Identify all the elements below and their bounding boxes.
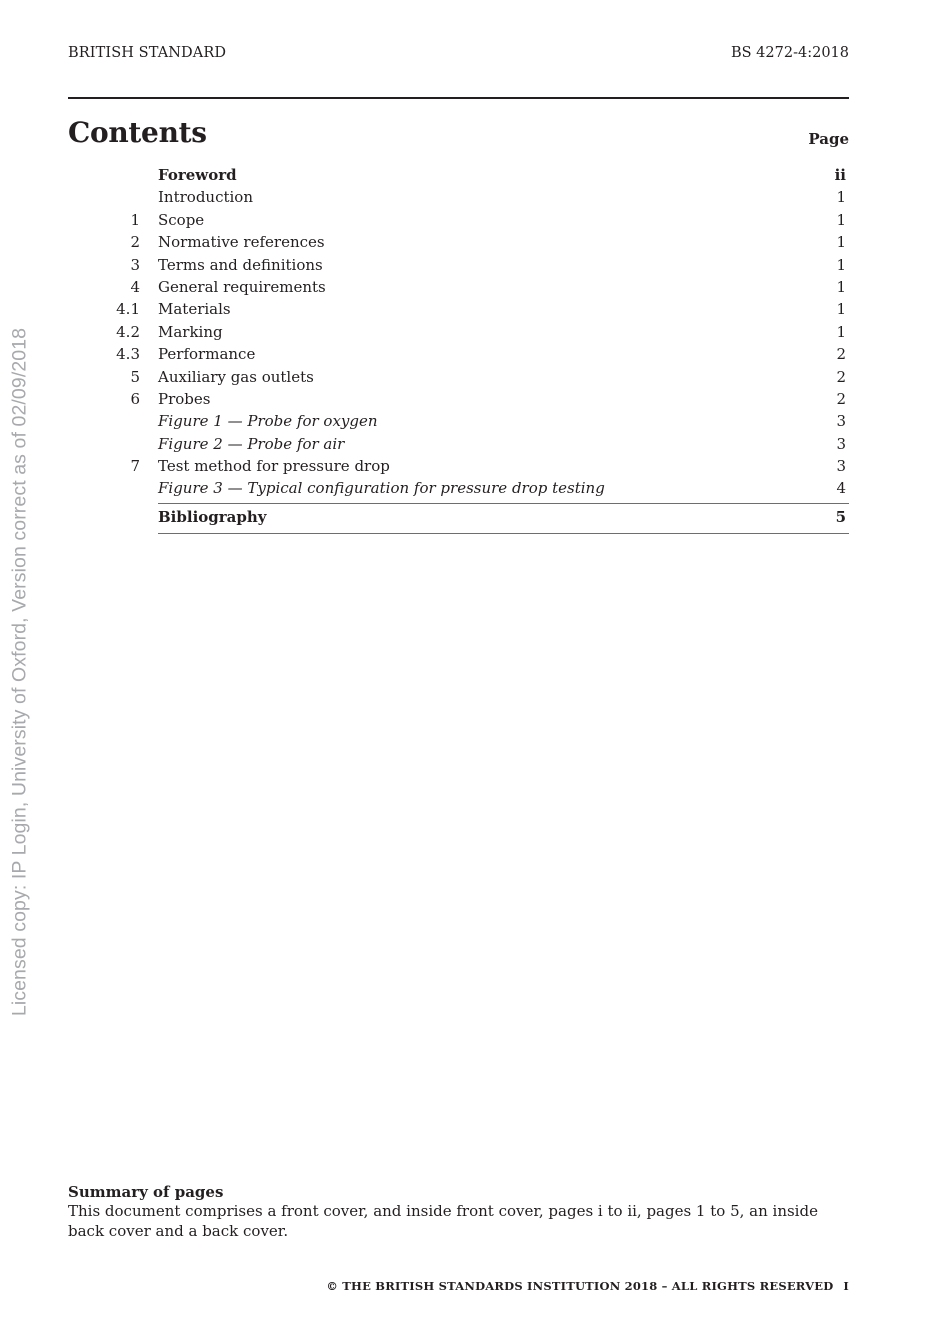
- header-standard-number: BS 4272-4:2018: [730, 45, 849, 61]
- toc-entry[interactable]: [0, 298, 950, 320]
- toc-entry-title: Figure 3 — Typical configuration for pressure drop testing: [158, 479, 605, 498]
- toc-entry-page: 4: [836, 479, 846, 498]
- toc-entry-title: Scope: [158, 210, 205, 229]
- toc-entry-title: Probes: [158, 389, 211, 408]
- toc-entry-title: Figure 1 — Probe for oxygen: [158, 412, 378, 431]
- page-footer: [326, 1279, 849, 1293]
- toc-entry[interactable]: [0, 477, 950, 499]
- toc-entry[interactable]: [0, 231, 950, 253]
- toc-entry-page: 1: [836, 277, 846, 296]
- toc-entry-number: 4: [130, 277, 140, 296]
- toc-entry-number: 4.2: [116, 322, 140, 341]
- toc-entry-page: 1: [836, 255, 846, 274]
- header-rule: [68, 97, 849, 99]
- toc-entry-number: 3: [130, 255, 140, 274]
- toc-entry-page: 3: [836, 412, 846, 431]
- toc-entry-page: ii: [834, 166, 846, 184]
- toc-entry-page: 3: [836, 434, 846, 453]
- table-of-contents: [0, 164, 950, 500]
- summary-heading: Summary of pages: [68, 1183, 224, 1201]
- toc-entry-title: General requirements: [158, 277, 326, 296]
- toc-entry-title: Terms and definitions: [158, 255, 323, 274]
- toc-entry-page: 2: [836, 367, 846, 386]
- toc-entry[interactable]: [0, 410, 950, 432]
- toc-entry-page: 2: [836, 345, 846, 364]
- toc-entry-title: Auxiliary gas outlets: [158, 367, 314, 386]
- toc-entry-title: Foreword: [158, 166, 237, 184]
- toc-entry-title: Performance: [158, 345, 256, 364]
- toc-entry[interactable]: [0, 343, 950, 365]
- toc-entry[interactable]: [0, 276, 950, 298]
- toc-entry[interactable]: [0, 164, 950, 186]
- page-number: I: [843, 1279, 849, 1293]
- copyright-notice: © THE BRITISH STANDARDS INSTITUTION 2018 – ALL RIGHTS RESERVED: [326, 1279, 834, 1293]
- toc-entry-number: 2: [130, 233, 140, 252]
- toc-entry-page: 5: [835, 508, 846, 526]
- toc-entry-number: 6: [130, 389, 140, 408]
- toc-entry[interactable]: [0, 321, 950, 343]
- toc-entry-number: 7: [130, 457, 140, 476]
- summary-text: This document comprises a front cover, and inside front cover, pages i to ii, pages 1 to 5, an inside back cover and a back cover.: [68, 1202, 818, 1240]
- toc-entry-title: Test method for pressure drop: [158, 457, 390, 476]
- toc-entry-page: 1: [836, 322, 846, 341]
- toc-entry-bibliography[interactable]: [158, 503, 849, 534]
- toc-entry-title: Figure 2 — Probe for air: [158, 434, 345, 453]
- header-publisher: BRITISH STANDARD: [68, 45, 227, 61]
- toc-entry-title: Materials: [158, 300, 231, 319]
- toc-entry[interactable]: [0, 366, 950, 388]
- toc-entry-page: 3: [836, 457, 846, 476]
- toc-entry[interactable]: [0, 186, 950, 208]
- toc-entry[interactable]: [0, 254, 950, 276]
- toc-entry-number: 5: [130, 367, 140, 386]
- license-watermark: Licensed copy: IP Login, University of Oxford, Version correct as of 02/09/2018: [8, 327, 31, 1017]
- page-title: Contents: [68, 116, 207, 149]
- toc-entry-title: Marking: [158, 322, 223, 341]
- toc-entry[interactable]: [0, 388, 950, 410]
- toc-entry-page: 2: [836, 389, 846, 408]
- page-column-label: Page: [808, 130, 849, 148]
- toc-entry-number: 4.1: [116, 300, 140, 319]
- toc-entry-page: 1: [836, 300, 846, 319]
- toc-entry-number: 1: [130, 210, 140, 229]
- toc-entry[interactable]: [0, 455, 950, 477]
- toc-entry[interactable]: [0, 433, 950, 455]
- toc-entry[interactable]: [0, 209, 950, 231]
- toc-entry-title: Bibliography: [158, 508, 267, 526]
- toc-entry-page: 1: [836, 188, 846, 207]
- toc-entry-page: 1: [836, 210, 846, 229]
- toc-entry-number: 4.3: [116, 345, 140, 364]
- toc-entry-title: Introduction: [158, 188, 253, 207]
- toc-entry-page: 1: [836, 233, 846, 252]
- toc-entry-title: Normative references: [158, 233, 325, 252]
